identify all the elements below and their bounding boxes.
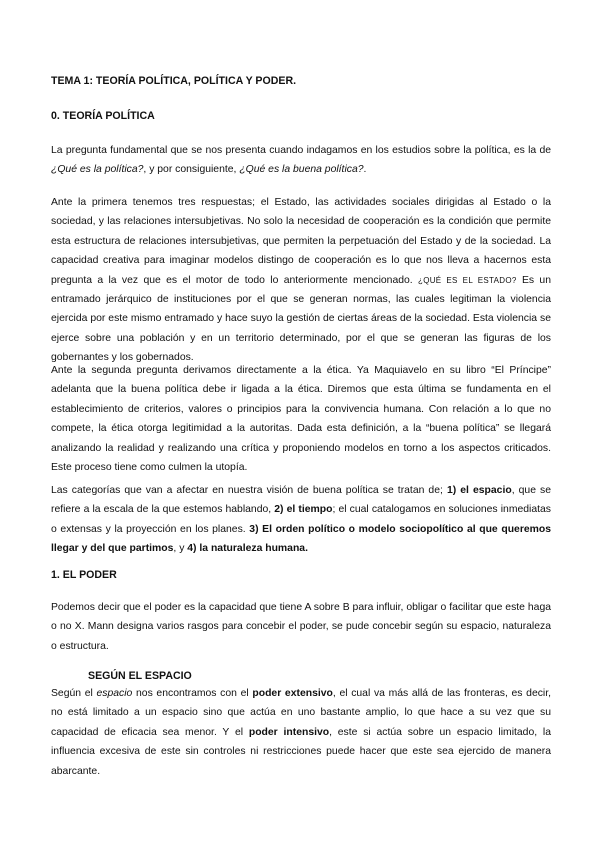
paragraph-segunda-pregunta: Ante la segunda pregunta derivamos directamente a la ética. Ya Maquiavelo en su libro “El Príncipe” adelanta que la buena política debe ir ligada a la ética. Diremos que esta última se fundamenta en el establecimiento de criterios, valores o principios para la convivencia humana. Con relación a lo que no compete, la ética otorga legitimidad a la autoritas. Dada esta definición, a la “buena política” se llegará analizando la realidad y realizando una crítica y proponiendo modelos en torno a los aspectos criticados. Este proceso tiene como culmen la utopía.: [51, 365, 551, 474]
paragraph-segun-espacio: Según el espacio nos encontramos con el poder extensivo, el cual va más allá de las fronteras, es decir, no está limitado a un espacio sino que actúa en uno bastante amplio, lo que hace a su vez que su capacidad de eficacia sea menor. Y el poder intensivo, este si actúa sobre un espacio limitado, la influencia excesiva de este sin controles ni restricciones puede hacer que este sea ejercido de manera abarcante.: [51, 688, 552, 777]
paragraph-pregunta-fundamental: La pregunta fundamental que se nos presenta cuando indagamos en los estudios sobre la política, es la de ¿Qué es la política?, y por consiguiente, ¿Qué es la buena política?.: [51, 145, 551, 176]
subheading-segun-el-espacio: SEGÚN EL ESPACIO: [88, 670, 192, 682]
paragraph-definicion-poder: Podemos decir que el poder es la capacidad que tiene A sobre B para influir, obligar o facilitar que este haga o no X. Mann designa varios rasgos para concebir el poder, se pude concebir según su espacio, naturaleza o estructura.: [51, 602, 551, 652]
section-heading-el-poder: 1. EL PODER: [51, 569, 117, 581]
document-title: TEMA 1: TEORÍA POLÍTICA, POLÍTICA Y PODER.: [51, 75, 297, 87]
paragraph-categorias: Las categorías que van a afectar en nuestra visión de buena política se tratan de; 1) el espacio, que se refiere a la escala de la que estemos hablando, 2) el tiempo; el cual catalogamos en soluciones inmediatas o extensas y la proyección en los planes. 3) El orden político o modelo sociopolítico al que queremos llegar y del que partimos, y 4) la naturaleza humana.: [51, 485, 552, 555]
paragraph-primera-pregunta: Ante la primera tenemos tres respuestas; el Estado, las actividades sociales dirigidas al Estado o la sociedad, y las relaciones intersubjetivas. No solo la necesidad de cooperación es la condición que permite esta estructura de relaciones intersubjetivas, que permiten la perpetuación del Estado y de la sociedad. La capacidad creativa para imaginar modelos distingo de cooperación es lo que nos lleva a hacernos esta pregunta a la vez que es el motor de todo lo anteriormente mencionado. ¿QUÉ ES EL ESTADO? Es un entramado jerárquico de instituciones por el que se generan normas, las cuales legitiman la violencia ejercida por este mismo entramado y hace suyo la gestión de ciertas áreas de la sociedad. Esta violencia se ejerce sobre una población y en un territorio determinado, por el que se generan las figuras de los gobernantes y los gobernados.: [51, 197, 551, 364]
section-heading-teoria-politica: 0. TEORÍA POLÍTICA: [51, 110, 155, 122]
